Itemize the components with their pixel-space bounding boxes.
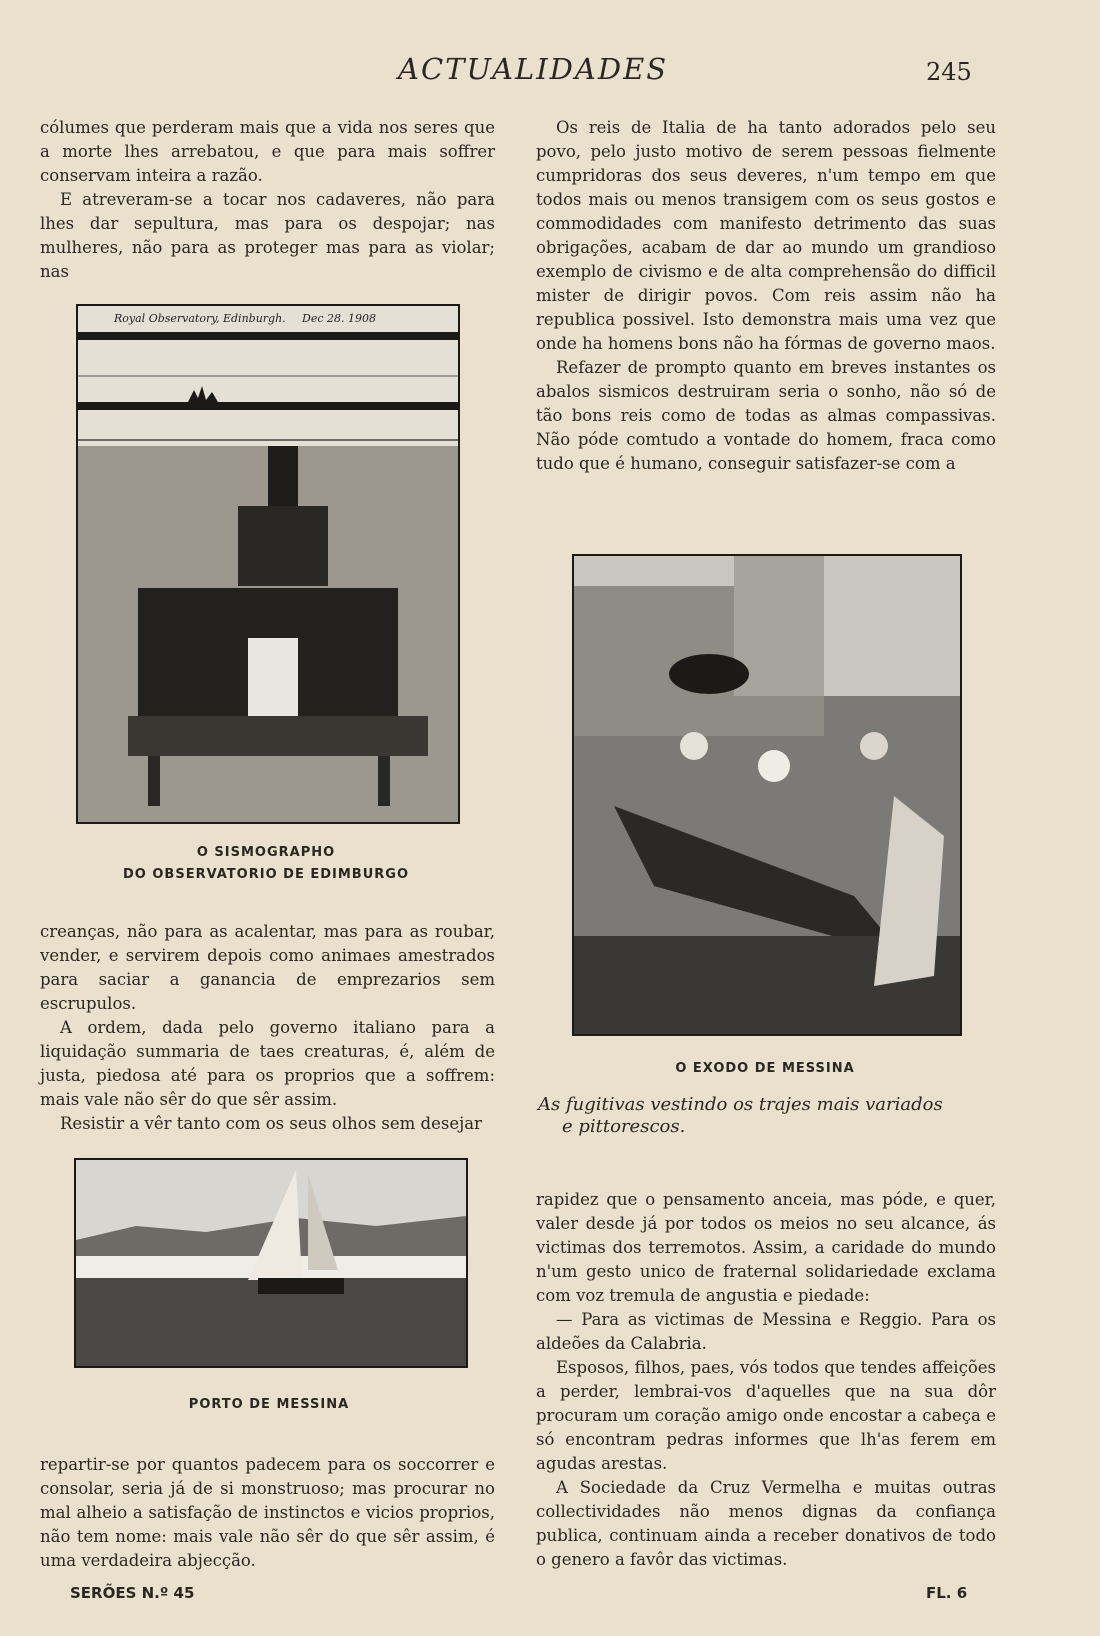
sub-caption-line: e pittorescos. <box>562 1116 686 1137</box>
paragraph: creanças, não para as acalentar, mas para as roubar, vender, e servirem depois como animaes amestrados para saciar a ganancia de emprezarios sem escrupulos. <box>40 922 495 1013</box>
left-text-block-3 <box>40 1453 495 1573</box>
left-text-block-2 <box>40 920 495 1136</box>
footer-issue: SERÕES N.º 45 <box>70 1584 195 1602</box>
footer-folio: FL. 6 <box>926 1584 968 1602</box>
exodus-illustration <box>572 554 962 1036</box>
paragraph: Refazer de prompto quanto em breves instantes os abalos sismicos destruiram seria o sonho, não só de tão bons reis como de todas as almas compassivas. Não póde comtudo a vontade do homem, fraca como tudo que é humano, conseguir satisfazer-se com a <box>536 358 996 473</box>
sub-caption-line: As fugitivas vestindo os trajes mais variados <box>538 1094 943 1115</box>
seismograph-photo <box>76 304 460 824</box>
paragraph: — Para as victimas de Messina e Reggio. Para os aldeões da Calabria. <box>536 1310 996 1353</box>
caption-line: DO OBSERVATORIO DE EDIMBURGO <box>123 867 409 882</box>
chart-label-right: Dec 28. 1908 <box>302 312 376 325</box>
running-title: ACTUALIDADES <box>398 52 669 86</box>
exodus-sub-caption <box>538 1094 998 1138</box>
paragraph: repartir-se por quantos padecem para os soccorrer e consolar, seria já de si monstruoso; mas procurar no mal alheio a satisfação de instinctos e vicios proprios, não tem nome: mais vale não sêr do que sêr assim, é uma verdadeira abjecção. <box>40 1455 495 1570</box>
exodus-caption: O EXODO DE MESSINA <box>675 1061 855 1076</box>
chart-label-left: Royal Observatory, Edinburgh. <box>114 312 286 325</box>
seismograph-caption <box>76 842 456 886</box>
left-text-block-1 <box>40 116 495 284</box>
port-caption: PORTO DE MESSINA <box>188 1397 350 1412</box>
paragraph: A Sociedade da Cruz Vermelha e muitas outras collectividades não menos dignas da confiança publica, continuam ainda a receber donativos de todo o genero a favôr das victimas. <box>536 1478 996 1569</box>
paragraph: Os reis de Italia de ha tanto adorados pelo seu povo, pelo justo motivo de serem pessoas fielmente cumpridoras dos seus deveres, n'um tempo em que todos mais ou menos transigem com os seus gostos e commodidades com manifesto detrimento das suas obrigações, acabam de dar ao mundo um grandioso exemplo de civismo e de alta comprehensão do difficil mister de dirigir povos. Com reis assim não ha republica possivel. Isto demonstra mais uma vez que onde ha homens bons não ha fórmas de governo maos. <box>536 118 996 353</box>
paragraph: cólumes que perderam mais que a vida nos seres que a morte lhes arrebatou, e que para mais soffrer conservam inteira a razão. <box>40 118 495 185</box>
port-photo <box>74 1158 468 1368</box>
page-number: 245 <box>926 58 972 86</box>
paragraph: E atreveram-se a tocar nos cadaveres, não para lhes dar sepultura, mas para os despojar; nas mulheres, não para as proteger mas para as violar; nas <box>40 190 495 281</box>
right-text-block-2 <box>536 1188 996 1572</box>
caption-line: O SISMOGRAPHO <box>196 845 336 860</box>
paragraph: A ordem, dada pelo governo italiano para a liquidação summaria de taes creaturas, é, além de justa, piedosa até para os proprios que a soffrem: mais vale não sêr do que sêr assim. <box>40 1018 495 1109</box>
paragraph: Esposos, filhos, paes, vós todos que tendes affeições a perder, lembrai-vos d'aquelles que na sua dôr procuram um coração amigo onde encostar a cabeça e só encontram pedras informes que lh'as ferem em agudas arestas. <box>536 1358 996 1473</box>
right-text-block-1 <box>536 116 996 476</box>
paragraph: Resistir a vêr tanto com os seus olhos sem desejar <box>60 1114 482 1133</box>
paragraph: rapidez que o pensamento anceia, mas póde, e quer, valer desde já por todos os meios no seu alcance, ás victimas dos terremotos. Assim, a caridade do mundo n'um gesto unico de fraternal solidariedade exclama com voz tremula de angustia e piedade: <box>536 1190 996 1305</box>
